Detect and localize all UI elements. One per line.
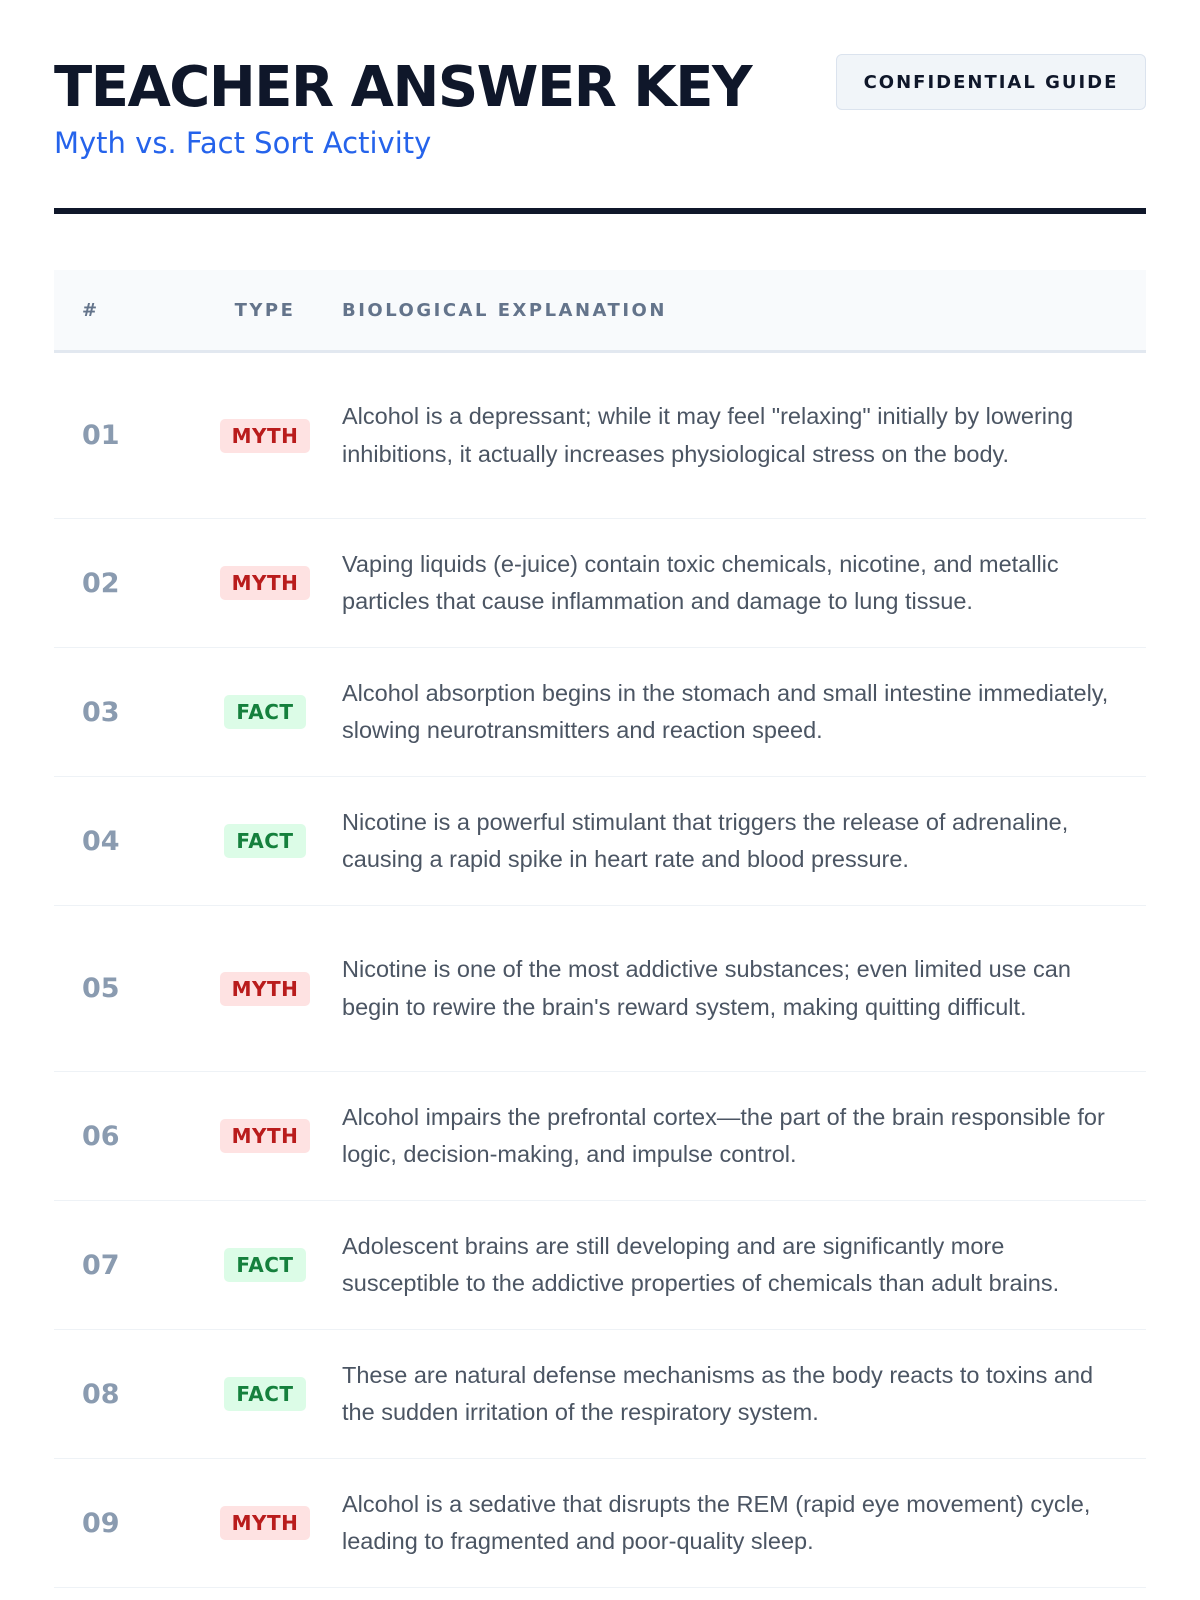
row-explanation: Alcohol is a sedative that disrupts the REM (rapid eye movement) cycle, leading to fragmented and poor-quality sleep. [342, 1490, 1091, 1554]
type-cell [192, 566, 338, 600]
type-cell [192, 695, 338, 729]
type-cell [192, 419, 338, 453]
type-cell [192, 1119, 338, 1153]
column-header-number: # [82, 299, 100, 321]
myth-badge: MYTH [220, 419, 311, 453]
header-divider [54, 208, 1146, 214]
row-number: 06 [82, 1120, 120, 1152]
type-cell [192, 1377, 338, 1411]
table-row [54, 777, 1146, 906]
page-header [54, 0, 1146, 214]
fact-badge: FACT [224, 695, 305, 729]
row-explanation: Adolescent brains are still developing and are significantly more susceptible to the addictive properties of chemicals than adult brains. [342, 1232, 1060, 1296]
row-explanation: Nicotine is a powerful stimulant that triggers the release of adrenaline, causing a rapid spike in heart rate and blood pressure. [342, 808, 1069, 872]
column-header-explanation: BIOLOGICAL EXPLANATION [342, 299, 667, 321]
table-row [54, 1072, 1146, 1201]
fact-badge: FACT [224, 824, 305, 858]
row-number: 02 [82, 567, 120, 599]
table-row [54, 519, 1146, 648]
myth-badge: MYTH [220, 1506, 311, 1540]
row-explanation: Vaping liquids (e-juice) contain toxic chemicals, nicotine, and metallic particles that cause inflammation and damage to lung tissue. [342, 550, 1059, 614]
row-number: 05 [82, 973, 120, 1004]
type-cell [192, 1506, 338, 1540]
table-row [54, 1201, 1146, 1330]
confidential-badge: CONFIDENTIAL GUIDE [836, 54, 1146, 110]
row-number: 07 [82, 1249, 120, 1281]
row-number: 08 [82, 1378, 120, 1410]
fact-badge: FACT [224, 1377, 305, 1411]
table-row [54, 1459, 1146, 1588]
myth-badge: MYTH [220, 1119, 311, 1153]
row-explanation: Nicotine is one of the most addictive substances; even limited use can begin to rewire the brain's reward system, making quitting difficult. [342, 956, 1071, 1020]
answer-table [54, 270, 1146, 1588]
myth-badge: MYTH [220, 972, 311, 1006]
type-cell [192, 972, 338, 1006]
row-number: 03 [82, 696, 120, 728]
row-explanation: Alcohol is a depressant; while it may feel "relaxing" initially by lowering inhibitions, it actually increases physiological stress on the body. [342, 403, 1074, 467]
row-number: 04 [82, 825, 120, 857]
page-subtitle: Myth vs. Fact Sort Activity [54, 126, 432, 160]
row-explanation: Alcohol impairs the prefrontal cortex—the part of the brain responsible for logic, decision-making, and impulse control. [342, 1103, 1105, 1167]
row-explanation: These are natural defense mechanisms as the body reacts to toxins and the sudden irritation of the respiratory system. [342, 1361, 1094, 1425]
table-row [54, 906, 1146, 1072]
type-cell [192, 824, 338, 858]
row-number: 09 [82, 1507, 120, 1539]
myth-badge: MYTH [220, 566, 311, 600]
table-header-row [54, 270, 1146, 353]
table-row [54, 648, 1146, 777]
table-row [54, 353, 1146, 519]
page-title: TEACHER ANSWER KEY [54, 55, 752, 120]
row-number: 01 [82, 420, 120, 451]
row-explanation: Alcohol absorption begins in the stomach and small intestine immediately, slowing neurotransmitters and reaction speed. [342, 679, 1109, 743]
type-cell [192, 1248, 338, 1282]
column-header-type: TYPE [234, 299, 296, 321]
fact-badge: FACT [224, 1248, 305, 1282]
table-row [54, 1330, 1146, 1459]
